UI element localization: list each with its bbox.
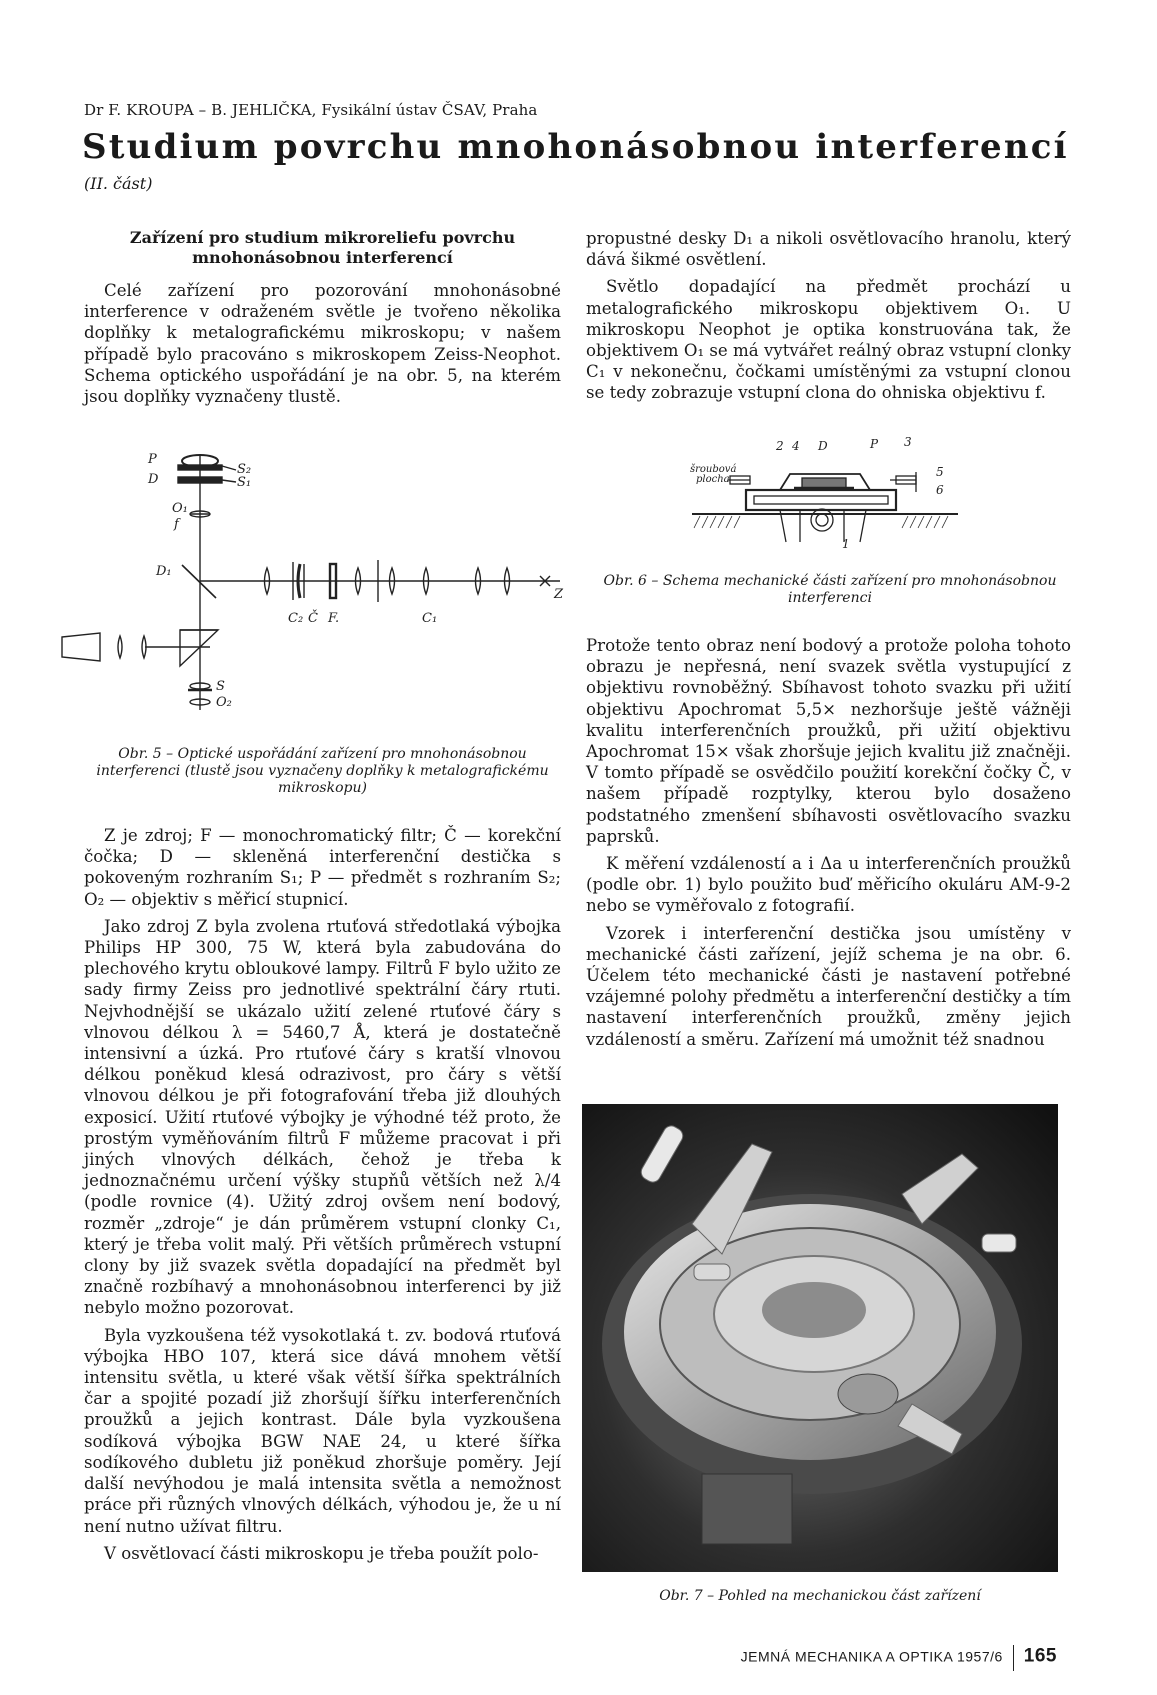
fig5-label-s1: S₁ (237, 475, 252, 490)
figure-7-caption: Obr. 7 – Pohled na mechanickou část zařízení (659, 1588, 981, 1604)
fig5-label-o2: O₂ (216, 695, 232, 710)
fig5-label-o1: O₁ (172, 501, 188, 516)
right-paragraph-1: propustné desky D₁ a nikoli osvětlovacího hranolu, který dává šikmé osvětlení. (586, 229, 1071, 270)
fig5-label-p: P (148, 452, 157, 467)
fig5-label-d: D (148, 472, 159, 487)
left-paragraph-1: Celé zařízení pro pozorování mnohonásobné interference v odraženém světle je tvořeno několika doplňky k metalografickému mikroskopu; v našem případě bylo pracováno s mikroskopem Zeiss-Neophot. Schema optického uspořádání je na obr. 5, na kterém jsou doplňky vyznačeny tlustě. (84, 281, 561, 407)
section-heading: Zařízení pro studium mikroreliefu povrchu mnohonásobnou interferencí (129, 228, 516, 267)
fig6-label-screw-2: plocha (696, 474, 730, 485)
fig5-label-s2: S₂ (237, 462, 252, 477)
article-title: Studium povrchu mnohonásobnou interferencí (82, 127, 1069, 167)
fig6-label-d: D (818, 439, 828, 453)
left-column-bottom (84, 825, 561, 1570)
fig6-label-4: 4 (792, 439, 800, 453)
fig6-label-3: 3 (904, 435, 912, 449)
fig5-label-f-filter: F. (328, 611, 340, 626)
journal-name: JEMNÁ MECHANIKA A OPTIKA 1957/6 (740, 1648, 1003, 1665)
fig5-label-f: f (174, 517, 179, 532)
fig5-label-c2: C₂ (288, 611, 304, 626)
left-paragraph-5: V osvětlovací části mikroskopu je třeba použít polo- (104, 1543, 539, 1563)
fig6-label-p: P (870, 437, 879, 451)
left-paragraph-4: Byla vyzkoušena též vysokotlaká t. zv. bodová rtuťová výbojka HBO 107, která sice dává mnohem větší intensitu světla, u které však větší šířka spektrálních čar a spojité pozadí již zhoršují šířku interferenčních proužků a jejich kontrast. Dále byla vyzkoušena sodíková výbojka BGW NAE 24, u které šířka sodíkového dubletu již poněkud zhoršuje poměry. Její další nevýhodou je malá intensita světla a nemožnost práce při různých vlnových délkách, výhodou je, že u ní není nutno užívat filtru. (84, 1325, 561, 1536)
right-column-bottom (586, 635, 1071, 1056)
right-paragraph-5: Vzorek i interferenční destička jsou umístěny v mechanické části zařízení, jejíž schema je na obr. 6. Účelem této mechanické části je nastavení potřebné vzájemné polohy předmětu a interferenční destičky a tím nastavení interferenčních proužků, změny jejich vzdáleností a směru. Zařízení má umožnit též snadnou (586, 923, 1071, 1049)
fig5-label-c: Č (308, 611, 318, 626)
right-paragraph-3: Protože tento obraz není bodový a protože poloha tohoto obrazu je nepřesná, není svazek světla vystupující z objektivu rovnoběžný. Sbíhavost tohoto svazku při užití objektivu Apochromat 5,5× nezhoršuje ještě vážněji kvalitu interferenčních proužků, při užití objektivu Apochromat 15× však zhoršuje jejich kvalitu již značněji. V tomto případě se osvědčilo použití korekční čočky Č, v našem případě rozptylky, kterou bylo dosaženo podstatného zmenšení sbíhavosti osvětlovacího svazku paprsků. (586, 636, 1071, 846)
fig5-label-s: S (216, 679, 225, 694)
figure-5-optical-diagram (60, 440, 580, 720)
left-paragraph-3: Jako zdroj Z byla zvolena rtuťová středotlaká výbojka Philips HP 300, 75 W, která byla zabudována do plechového krytu obloukové lampy. Filtrů F bylo užito ze sady firmy Zeiss pro jednotlivé spektrální čáry rtuti. Nejvhodnější se ukázalo užití zelené rtuťové čáry s vlnovou délkou λ = 5460,7 Å, která je dostatečně intensivní a úzká. Pro rtuťové čáry s kratší vlnovou délkou poněkud klesá odrazivost, pro čáry s větší vlnovou délkou je při fotografování třeba již dlouhých exposicí. Užití rtuťové výbojky je výhodné též proto, že prostým vyměňováním filtrů F můžeme pracovat i při jiných vlnových délkách, čehož je třeba k jednoznačnému určení výšky stupňů větších než λ/4 (podle rovnice (4). Užitý zdroj ovšem není bodový, rozměr „zdroje“ je dán průměrem vstupní clonky C₁, který je třeba volit malý. Při větších průměrech vstupní clony by již svazek světla dopadající na předmět byl značně rozbíhavý a mnohonásobnou interferenci by již nebylo možno pozorovat. (84, 916, 561, 1318)
page-number: 165 (1023, 1645, 1057, 1667)
right-paragraph-2: Světlo dopadající na předmět prochází u metalografického mikroskopu objektivem O₁. U mikroskopu Neophot je optika konstruována tak, že objektivem O₁ se má vytvářet reálný obraz vstupní clonky C₁ v nekonečnu, čočkami umístěnými za vstupní clonou se tedy zobrazuje vstupní clona do ohniska objektivu f. (586, 277, 1071, 403)
right-paragraph-4: K měření vzdáleností a i Δa u interferenčních proužků (podle obr. 1) bylo použito buď měřicího okuláru AM-9-2 nebo se vyměřovalo z fotografií. (586, 854, 1071, 916)
fig6-label-screw-1: šroubová (690, 464, 737, 475)
fig5-label-c1: C₁ (422, 611, 438, 626)
fig5-label-d1: D₁ (156, 564, 172, 579)
authors-line: Dr F. KROUPA – B. JEHLIČKA, Fysikální ústav ČSAV, Praha (84, 101, 538, 119)
figure-7-photograph (582, 1104, 1058, 1572)
figure-5-caption: Obr. 5 – Optické uspořádání zařízení pro mnohonásobnou interferenci (tlustě jsou vyznačeny doplňky k metalografickému mikroskopu) (96, 746, 549, 796)
fig6-label-1: 1 (842, 537, 850, 551)
fig5-label-z: Z (554, 587, 564, 602)
fig6-label-2: 2 (776, 439, 784, 453)
figure-6-mechanical-diagram (690, 432, 960, 552)
fig6-label-6: 6 (936, 483, 944, 497)
figure-6-caption: Obr. 6 – Schema mechanické části zařízení pro mnohonásobnou interferenci (603, 573, 1057, 606)
left-column-top (84, 228, 561, 413)
right-column-top (586, 228, 1071, 410)
left-paragraph-2: Z je zdroj; F — monochromatický filtr; Č — korekční čočka; D — skleněná interferenční destička s pokoveným rozhraním S₁; P — předmět s rozhraním S₂; O₂ — objektiv s měřicí stupnicí. (84, 826, 561, 909)
fig6-label-5: 5 (936, 465, 944, 479)
article-part: (II. část) (84, 174, 153, 193)
page-footer (741, 1645, 1057, 1671)
footer-separator (1013, 1645, 1014, 1671)
